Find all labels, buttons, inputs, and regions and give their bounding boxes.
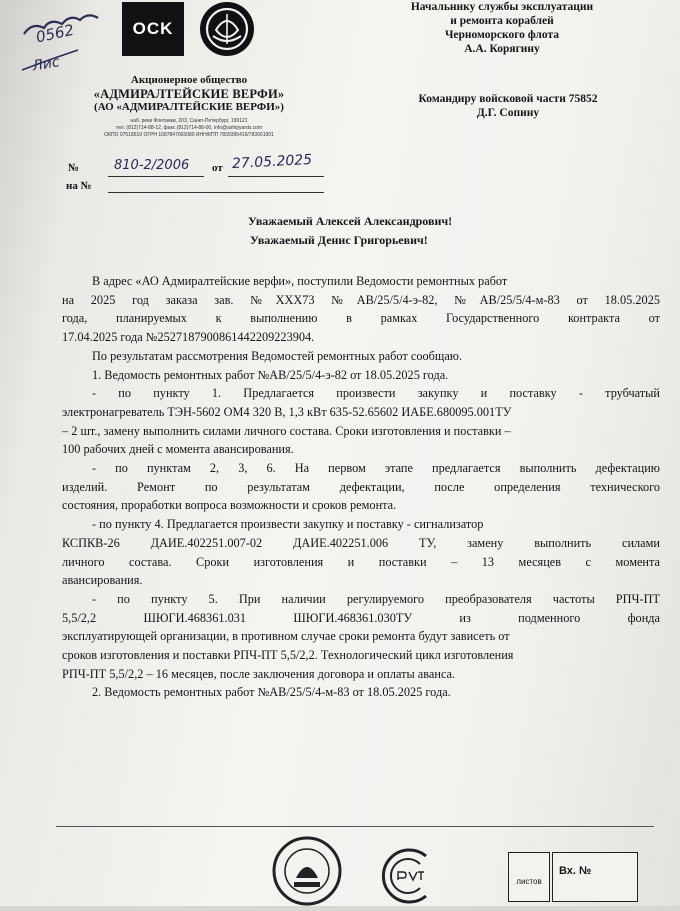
paragraph-1-line-3: года, планируемых к выполнению в рамках Государственного контракта от (62, 311, 660, 326)
incoming-number-box (552, 852, 638, 902)
paragraph-7-line-5: РПЧ-ПТ 5,5/2,2 – 16 месяцев, после заключения договора и оплаты аванса. (62, 666, 456, 681)
sender-company-name: «АДМИРАЛТЕЙСКИЕ ВЕРФИ» (93, 87, 285, 101)
paragraph-5-line-2: изделий. Ремонт по результатам дефектации, после определения технического (62, 479, 660, 494)
paragraph-7-line-2: 5,5/2,2 ШЮГИ.468361.031 ШЮГИ.468361.030ТУ из подменного фонда (62, 610, 660, 625)
paragraph-7-line-1: - по пункту 5. При наличии регулируемого преобразователя частоты РПЧ-ПТ (92, 591, 660, 606)
paragraph-4-line-2: электронагреватель ТЭН-5602 ОМ4 320 В, 1,3 кВт 635-52.65602 ИАБЕ.680095.001ТУ (62, 404, 512, 419)
salutation-1: Уважаемый Алексей Александрович! (248, 214, 453, 228)
sheets-label: листов (516, 877, 542, 886)
paragraph-8: 2. Ведомость ремонтных работ №АВ/25/5/4-м-83 от 18.05.2025 года. (92, 685, 451, 700)
paragraph-1-line-2: на 2025 год заказа зав. №ХХХ73 №АВ/25/5/4-э-82, №АВ/25/5/4-м-83 от 18.05.2025 (62, 292, 660, 307)
reg-reference-label: на № (66, 180, 92, 192)
recipient-1-line-3: Черноморского флота (444, 29, 560, 41)
reg-reference-underline (108, 192, 324, 193)
recipient-2-line-1: Командиру войсковой части 75852 (418, 93, 598, 105)
handwritten-number: 0562 (34, 20, 76, 47)
paragraph-4-line-4: 100 рабочих дней с момента авансирования. (62, 442, 294, 457)
paragraph-5-line-3: состояния, проработки вопроса возможности и сроков ремонта. (62, 498, 397, 513)
osk-logo (122, 2, 184, 56)
reg-number-label: № (68, 162, 80, 174)
paragraph-6-line-1: - по пункту 4. Предлагается произвести закупку и поставку - сигнализатор (92, 517, 484, 532)
anchor-emblem-icon (196, 0, 258, 58)
sender-company-type: Акционерное общество (130, 74, 248, 86)
reg-date-underline (228, 176, 324, 177)
osk-logo-text: OCK (132, 19, 174, 38)
paragraph-6-line-2: КСПКВ-26 ДАИЕ.402251.007-02 ДАИЕ.402251.006 ТУ, замену выполнить силами (62, 535, 660, 550)
salutation-2: Уважаемый Денис Григорьевич! (250, 233, 428, 247)
handwritten-initials: Лис (31, 54, 61, 74)
recipient-2-line-2: Д.Г. Сопину (476, 107, 540, 119)
footer-divider (56, 826, 654, 827)
incoming-number-label: Вх. № (559, 865, 592, 877)
paragraph-7-line-4: сроков изготовления и поставки РПЧ-ПТ 5,5/2,2. Технологический цикл изготовления (62, 648, 514, 663)
handwritten-mark (18, 4, 108, 74)
paragraph-3: 1. Ведомость ремонтных работ №АВ/25/5/4-э-82 от 18.05.2025 года. (92, 367, 449, 382)
sender-company-short: (АО «АДМИРАЛТЕЙСКИЕ ВЕРФИ») (94, 101, 284, 113)
sender-address: наб. реки Фонтанки, 203, Санкт-Петербург, 190121 (130, 118, 248, 124)
paragraph-6-line-4: авансирования. (62, 573, 143, 588)
reg-date-value: 27.05.2025 (231, 151, 313, 173)
reg-number-value: 810-2/2006 (114, 158, 190, 173)
paragraph-7-line-3: эксплуатирующей организации, в противном случае сроки ремонта будут зависеть от (62, 629, 510, 644)
recipient-1-line-4: А.А. Корягину (464, 43, 540, 55)
recipient-block-1 (382, 0, 622, 56)
sender-block (64, 74, 314, 139)
recipient-block-2 (378, 92, 638, 120)
handwritten-mark-icon (18, 4, 108, 74)
paragraph-4-line-3: – 2 шт., замену выполнить силами личного состава. Сроки изготовления и поставки – (62, 423, 511, 438)
paragraph-1-line-4: 17.04.2025 года №2527187900861442209223904. (62, 330, 315, 345)
paragraph-5-line-1: - по пунктам 2, 3, 6. На первом этапе предлагается выполнить дефектацию (92, 461, 660, 476)
recipient-1-line-1: Начальнику службы эксплуатации (410, 1, 594, 13)
recipient-1-line-2: и ремонта кораблей (450, 15, 554, 27)
reg-number-underline (108, 176, 204, 177)
paragraph-4-line-1: - по пункту 1. Предлагается произвести закупку и поставку - трубчатый (92, 386, 660, 401)
letter-body (62, 272, 660, 702)
russian-register-iso-seal-icon (272, 836, 342, 911)
paragraph-2: По результатам рассмотрения Ведомостей ремонтных работ сообщаю. (92, 348, 463, 363)
rvt-certification-logo-icon (376, 846, 440, 911)
paragraph-6-line-3: личного состава. Сроки изготовления и поставки – 13 месяцев с момента (62, 554, 660, 569)
sheets-count-box (508, 852, 550, 902)
reg-date-label: от (212, 162, 223, 174)
paragraph-1-line-1: В адрес «АО Адмиралтейские верфи», поступили Ведомости ремонтных работ (92, 274, 508, 288)
sender-contacts: тел. (812)714-88-12, факс (812)714-88-00, info@ashipyards.com (115, 125, 263, 131)
sender-requisites: ОКПО 07518519 ОГРН 1087847003080 ИНН/КПП 7839395419/783901001 (104, 132, 274, 138)
